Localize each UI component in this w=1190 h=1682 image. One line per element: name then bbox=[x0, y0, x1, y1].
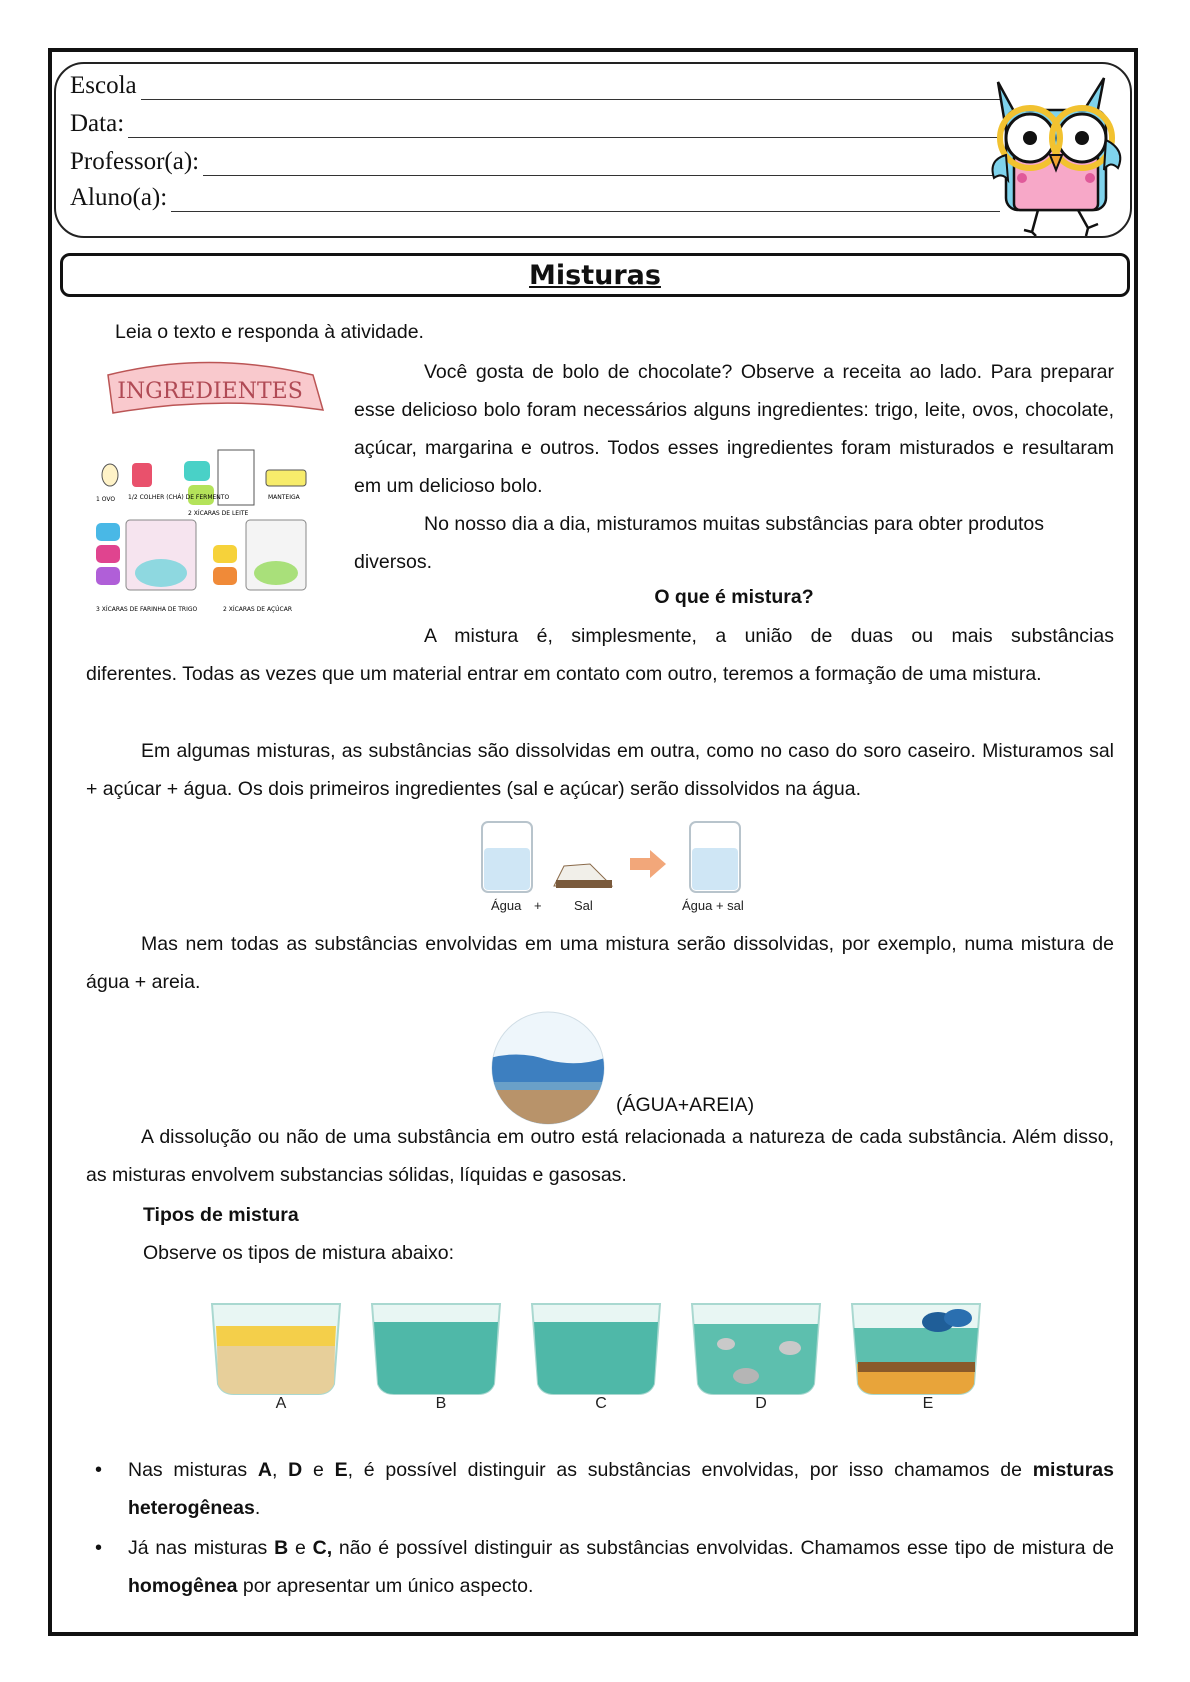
paragraph-dissolution: Em algumas misturas, as substâncias são dissolvidas em outra, como no caso do soro caseiro. Misturamos sal + açúcar + água. Os dois primeiros ingredientes (sal e açúcar) serão dissolvidos na água. bbox=[86, 740, 1114, 800]
mixture-d-glass bbox=[692, 1304, 820, 1394]
ingredient-label-egg: 1 OVO bbox=[96, 496, 116, 503]
paragraph-daily-mixtures-end: diversos. bbox=[354, 551, 433, 573]
ingredient-label-milk: 2 XÍCARAS DE LEITE bbox=[188, 510, 249, 517]
date-label: Data: bbox=[70, 110, 125, 137]
student-label: Aluno(a): bbox=[70, 184, 168, 211]
owl-mascot-icon bbox=[986, 60, 1132, 236]
teacher-field[interactable] bbox=[70, 148, 1000, 176]
salt-water-figure bbox=[480, 820, 760, 900]
paragraph-definition-start: A mistura é, simplesmente, a união de duas ou mais substâncias bbox=[424, 625, 1114, 647]
mixture-b-glass bbox=[372, 1304, 500, 1394]
mixture-c-glass bbox=[532, 1304, 660, 1394]
types-intro: Observe os tipos de mistura abaixo: bbox=[143, 1242, 455, 1264]
salt-label: Sal bbox=[574, 898, 593, 913]
page-title-bar bbox=[60, 253, 1130, 297]
paragraph-cake: Você gosta de bolo de chocolate? Observe a receita ao lado. Para preparar esse delicioso bolo foram necessários alguns ingredientes: trigo, leite, ovos, chocolate, açúcar, margarina e outros. Todos esses ingredientes foram misturados e resultaram em um delicioso bolo. bbox=[354, 361, 1114, 497]
types-heading: Tipos de mistura bbox=[143, 1204, 299, 1226]
bullet-heterogeneous: Nas misturas A, D e E, é possível distinguir as substâncias envolvidas, por isso chamamos de misturas heterogêneas. bbox=[128, 1459, 1114, 1519]
student-field[interactable] bbox=[70, 184, 1000, 212]
mixture-label-d: D bbox=[755, 1395, 767, 1412]
student-info-header bbox=[54, 62, 1132, 238]
paragraph-not-dissolved: Mas nem todas as substâncias envolvidas em uma mistura serão dissolvidas, por exemplo, numa mistura de água + areia. bbox=[86, 933, 1114, 993]
water-salt-label: Água + sal bbox=[682, 898, 744, 913]
ingredients-banner-text: INGREDIENTES bbox=[117, 379, 303, 404]
bullet-dot-2: • bbox=[95, 1537, 103, 1559]
ingredient-label-butter: MANTEIGA bbox=[268, 494, 300, 501]
paragraph-daily-mixtures: No nosso dia a dia, misturamos muitas substâncias para obter produtos bbox=[424, 513, 1044, 535]
ingredients-illustration bbox=[88, 355, 333, 645]
date-field[interactable] bbox=[70, 110, 1000, 138]
ingredient-label-yeast: 1/2 COLHER (CHÁ) DE FERMENTO bbox=[128, 494, 230, 501]
mixture-label-b: B bbox=[435, 1395, 447, 1412]
teacher-label: Professor(a): bbox=[70, 148, 200, 175]
school-label: Escola bbox=[70, 72, 137, 99]
bullet-dot-1: • bbox=[95, 1459, 103, 1481]
school-field[interactable] bbox=[70, 72, 1000, 100]
mixtures-figure bbox=[210, 1298, 990, 1398]
mixture-label-a: A bbox=[275, 1395, 287, 1412]
paragraph-nature: A dissolução ou não de uma substância em outro está relacionada a natureza de cada substância. Além disso, as misturas envolvem substancias sólidas, líquidas e gasosas. bbox=[86, 1126, 1114, 1186]
water-label: Água bbox=[491, 898, 522, 913]
ingredient-label-flour: 3 XÍCARAS DE FARINHA DE TRIGO bbox=[96, 606, 198, 613]
mixture-label-c: C bbox=[595, 1395, 607, 1412]
bullet-homogeneous: Já nas misturas B e C, não é possível distinguir as substâncias envolvidas. Chamamos esse tipo de mistura de homogênea por apresentar um único aspecto. bbox=[128, 1537, 1115, 1597]
water-sand-bowl-figure bbox=[490, 1010, 610, 1130]
mixture-e-glass bbox=[852, 1304, 980, 1394]
mixture-a-glass bbox=[212, 1304, 340, 1394]
intro-text: Leia o texto e responda à atividade. bbox=[115, 321, 424, 343]
plus-sign: + bbox=[534, 898, 542, 913]
page-title: Misturas bbox=[529, 260, 661, 291]
water-sand-caption: (ÁGUA+AREIA) bbox=[616, 1094, 755, 1116]
paragraph-definition-end: diferentes. Todas as vezes que um material entrar em contato com outro, teremos a formação de uma mistura. bbox=[86, 663, 1042, 685]
subtitle-what-is-mixture: O que é mistura? bbox=[654, 586, 814, 608]
ingredient-label-sugar: 2 XÍCARAS DE AÇÚCAR bbox=[223, 606, 293, 613]
mixture-label-e: E bbox=[922, 1395, 934, 1412]
